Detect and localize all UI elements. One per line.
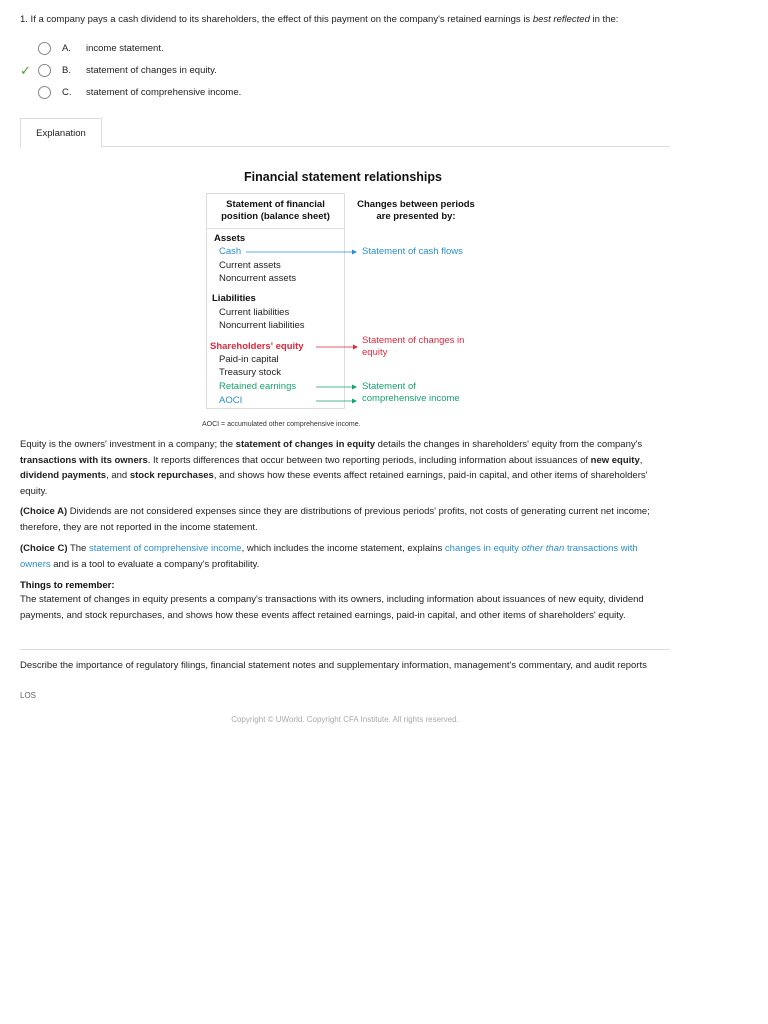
liabilities-heading: Liabilities bbox=[212, 293, 256, 304]
remember-title: Things to remember: bbox=[20, 580, 115, 591]
remember-text: The statement of changes in equity presents a company's transactions with its owners, including information about issuances of new equity, dividend payments, and stock repurchases, and shows how these events affect retained earnings, paid-in capital, and other items of shareholders' equity. bbox=[20, 594, 644, 621]
checkmark-icon: ✓ bbox=[20, 62, 31, 78]
noncurrent-liabilities-item: Noncurrent liabilities bbox=[219, 320, 305, 331]
choice-c-explanation: (Choice C) The statement of comprehensive income, which includes the income statement, explains changes in equity other than transactions with owners and is a tool to evaluate a company's profitability. bbox=[20, 543, 638, 570]
option-a[interactable]: A. income statement. bbox=[20, 40, 164, 56]
aoci-item: AOCI bbox=[219, 395, 243, 406]
comprehensive-income-statement: Statement of comprehensive income bbox=[362, 381, 460, 404]
col-header-left: Statement of financial position (balance sheet) bbox=[221, 199, 330, 222]
treasury-stock-item: Treasury stock bbox=[219, 367, 281, 378]
option-c[interactable]: C. statement of comprehensive income. bbox=[20, 84, 241, 100]
assets-heading: Assets bbox=[214, 233, 246, 244]
changes-in-equity-statement: Statement of changes in equity bbox=[362, 335, 465, 358]
col-header-right: Changes between periods are presented by: bbox=[357, 199, 475, 222]
current-assets-item: Current assets bbox=[219, 260, 281, 271]
question-text: 1. If a company pays a cash dividend to its shareholders, the effect of this payment on the company's retained earnings is best reflected in the: bbox=[20, 14, 619, 25]
choice-a-explanation: (Choice A) Dividends are not considered expenses since they are distributions of previous periods' profits, not costs of generating current net income; therefore, they are not reported in the income statement. bbox=[20, 506, 650, 533]
link-comprehensive-income[interactable]: statement of comprehensive income bbox=[88, 543, 242, 554]
arrow-equity bbox=[316, 345, 358, 350]
option-b[interactable]: ✓ B. statement of changes in equity. bbox=[20, 62, 217, 78]
tab-explanation[interactable]: Explanation bbox=[20, 118, 102, 148]
cash-flows-statement: Statement of cash flows bbox=[362, 246, 463, 257]
link-changes-in-equity[interactable]: changes in equity other than transactions with owners bbox=[20, 543, 638, 570]
section-divider bbox=[20, 649, 670, 650]
copyright: Copyright © UWorld. Copyright CFA Institute. All rights reserved. bbox=[231, 715, 459, 724]
arrow-retained bbox=[316, 385, 357, 390]
cash-item: Cash bbox=[219, 246, 242, 257]
explanation-paragraph-1: Equity is the owners' investment in a company; the statement of changes in equity details the changes in shareholders' equity from the company's transactions with its owners. It reports differences that occur between two reporting periods, including information about issuances of new equity, dividend payments, and stock repurchases, and shows how these events affect retained earnings, paid-in capital, and other items of shareholders' equity. bbox=[20, 439, 648, 497]
arrow-aoci bbox=[316, 399, 357, 404]
retained-earnings-item: Retained earnings bbox=[219, 381, 297, 392]
shareholders-equity-heading: Shareholders' equity bbox=[210, 341, 304, 352]
figure-footnote: AOCI = accumulated other comprehensive income. bbox=[202, 421, 361, 428]
current-liabilities-item: Current liabilities bbox=[219, 307, 290, 318]
figure-title: Financial statement relationships bbox=[244, 170, 442, 184]
learning-objective: Describe the importance of regulatory filings, financial statement notes and supplementary information, management's commentary, and audit reports bbox=[20, 660, 647, 671]
arrow-cash bbox=[246, 250, 357, 255]
noncurrent-assets-item: Noncurrent assets bbox=[219, 273, 297, 284]
los-label: LOS bbox=[20, 691, 37, 700]
paid-in-capital-item: Paid-in capital bbox=[219, 354, 279, 365]
